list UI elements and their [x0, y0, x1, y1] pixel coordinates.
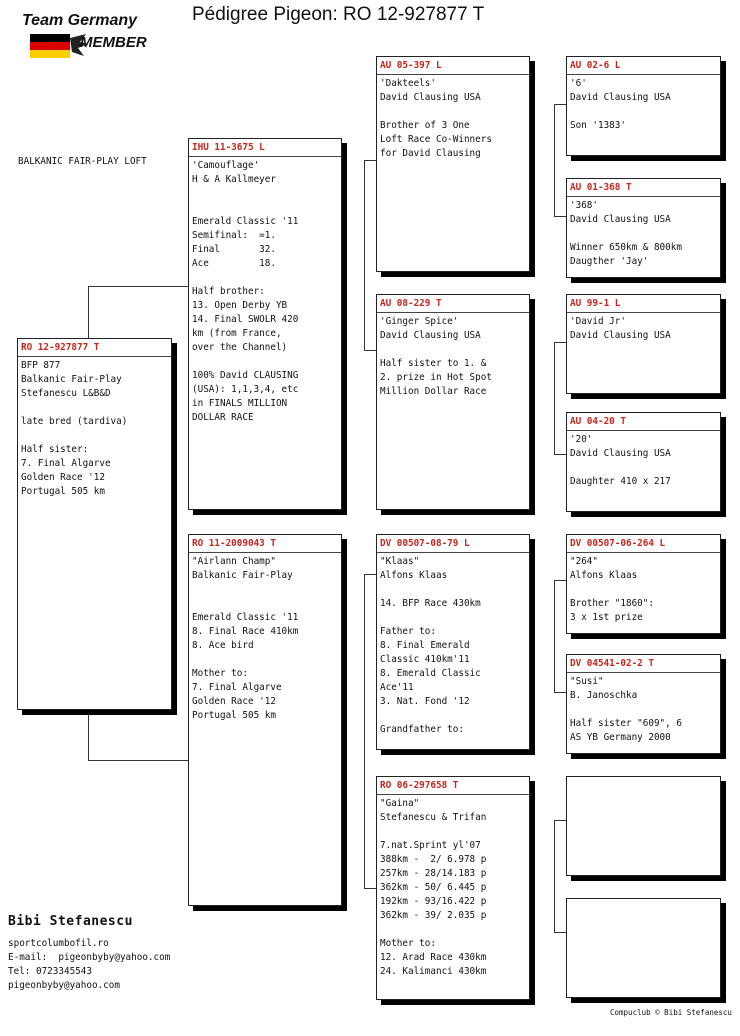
- connector: [88, 286, 89, 338]
- great-grandparent-5-card: [566, 534, 721, 634]
- great-grandparent-4-ring-id: AU 04-20 T: [570, 416, 626, 427]
- subject-pigeon-card: [17, 338, 172, 710]
- great-grandparent-3-card: [566, 294, 721, 394]
- great-grandparent-2-card: [566, 178, 721, 278]
- great-grandparent-2-ring-id: AU 01-368 T: [570, 182, 632, 193]
- great-grandparent-8-card-empty: [566, 898, 721, 998]
- grandparent-1-card: [376, 56, 530, 272]
- subject-details: BFP 877 Balkanic Fair-Play Stefanescu L&B&D late bred (tardiva) Half sister: 7. Final Algarve Golden Race '12 Portugal 505 km: [21, 360, 128, 497]
- great-grandparent-1-card: [566, 56, 721, 156]
- great-grandparent-6-ring-id: DV 04541-02-2 T: [570, 658, 654, 669]
- great-grandparent-5-ring-id: DV 00507-06-264 L: [570, 538, 666, 549]
- grandparent-1-details: 'Dakteels' David Clausing USA Brother of 3 One Loft Race Co-Winners for David Clausing: [380, 78, 492, 159]
- connector: [364, 160, 365, 350]
- connector: [554, 580, 555, 692]
- page-title: Pédigree Pigeon: RO 12-927877 T: [192, 4, 485, 25]
- owner-phone: Tel: 0723345543: [8, 966, 92, 977]
- dam-ring-id: RO 11-2009043 T: [192, 538, 276, 549]
- connector: [554, 820, 555, 932]
- owner-email: pigeonbyby@yahoo.com: [8, 980, 120, 991]
- dam-details: "Airlann Champ" Balkanic Fair-Play Emerald Classic '11 8. Final Race 410km 8. Ace bird Mother to: 7. Final Algarve Golden Race '12 Portugal 505 km: [192, 556, 299, 721]
- connector: [554, 342, 555, 454]
- sire-card: [188, 138, 342, 510]
- great-grandparent-1-ring-id: AU 02-6 L: [570, 60, 621, 71]
- sire-ring-id: IHU 11-3675 L: [192, 142, 265, 153]
- great-grandparent-1-details: '6' David Clausing USA Son '1383': [570, 78, 671, 131]
- grandparent-4-ring-id: RO 06-297658 T: [380, 780, 459, 791]
- great-grandparent-7-card-empty: [566, 776, 721, 876]
- copyright: Compuclub © Bibi Stefanescu: [610, 1008, 732, 1017]
- grandparent-1-ring-id: AU 05-397 L: [380, 60, 442, 71]
- connector: [88, 760, 188, 761]
- subject-ring-id: RO 12-927877 T: [21, 342, 100, 353]
- connector: [88, 286, 188, 287]
- grandparent-4-details: "Gaina" Stefanescu & Trifan 7.nat.Sprint yl'07 388km - 2/ 6.978 p 257km - 28/14.183 p 362km - 50/ 6.445 p 192km - 93/16.422 p 362km - 39/ 2.035 p Mother to: 12. Arad Race 430km 24. Kalimanci 430km: [380, 798, 487, 977]
- team-line2: MEMBER: [80, 34, 147, 51]
- connector: [364, 574, 365, 888]
- great-grandparent-4-card: [566, 412, 721, 512]
- connector: [88, 708, 89, 760]
- grandparent-2-details: 'Ginger Spice' David Clausing USA Half sister to 1. & 2. prize in Hot Spot Million Dollar Race: [380, 316, 492, 397]
- great-grandparent-6-card: [566, 654, 721, 754]
- grandparent-4-card: [376, 776, 530, 1000]
- grandparent-3-details: "Klaas" Alfons Klaas 14. BFP Race 430km Father to: 8. Final Emerald Classic 410km'11 8. Emerald Classic Ace'11 3. Nat. Fond '12 Grandfather to:: [380, 556, 481, 735]
- great-grandparent-3-ring-id: AU 99-1 L: [570, 298, 621, 309]
- grandparent-2-ring-id: AU 08-229 T: [380, 298, 442, 309]
- team-line1: Team Germany: [22, 12, 138, 29]
- great-grandparent-6-details: "Susi" B. Janoschka Half sister "609", 6 AS YB Germany 2000: [570, 676, 682, 743]
- owner-name: Bibi Stefanescu: [8, 914, 133, 929]
- dam-card: [188, 534, 342, 906]
- loft-name: BALKANIC FAIR-PLAY LOFT: [18, 156, 147, 167]
- connector: [554, 104, 555, 216]
- owner-email-line: E-mail: pigeonbyby@yahoo.com: [8, 952, 171, 963]
- grandparent-3-card: [376, 534, 530, 750]
- team-germany-logo: [18, 8, 178, 64]
- grandparent-2-card: [376, 294, 530, 510]
- great-grandparent-5-details: "264" Alfons Klaas Brother "1860": 3 x 1st prize: [570, 556, 654, 623]
- great-grandparent-3-details: 'David Jr' David Clausing USA: [570, 316, 671, 341]
- great-grandparent-2-details: '368' David Clausing USA Winner 650km & 800km Daugther 'Jay': [570, 200, 682, 267]
- great-grandparent-4-details: '20' David Clausing USA Daughter 410 x 217: [570, 434, 671, 487]
- sire-details: 'Camouflage' H & A Kallmeyer Emerald Classic '11 Semifinal: =1. Final 32. Ace 18. Half brother: 13. Open Derby YB 14. Final SWOLR 420 km (from France, over the Channel) 100% David CLAUSING (USA): 1,1,3,4, etc in FINALS MILLION DOLLAR RACE: [192, 160, 299, 423]
- grandparent-3-ring-id: DV 00507-08-79 L: [380, 538, 470, 549]
- owner-website: sportcolumbofil.ro: [8, 938, 109, 949]
